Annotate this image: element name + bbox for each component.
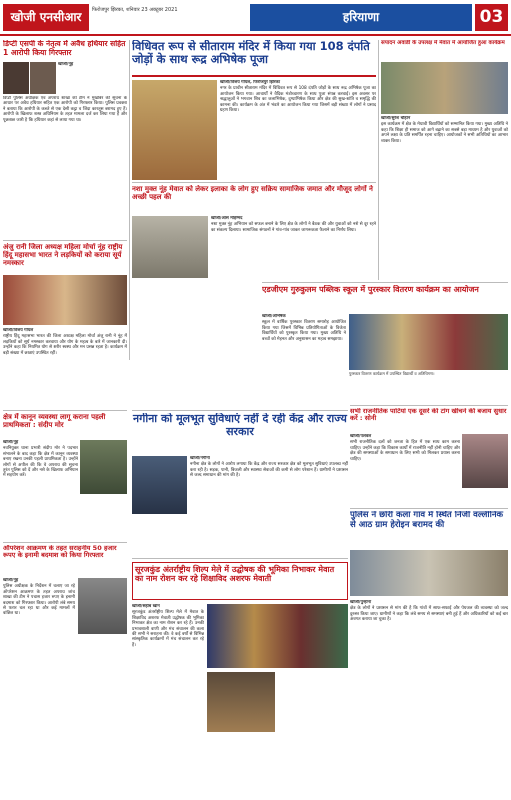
byline-drug: खोजी/आस मोहम्मद [211,216,243,221]
divider [3,542,127,543]
text-operation-cont [78,636,127,796]
headline-gurukul: एडजीएम गुरुकुलम पब्लिक स्कूल में पुरस्कार वितरण कार्यक्रम का आयोजन [262,285,479,294]
article-anju-head [3,243,127,273]
text-arrest: डिप्टी पुलिस अधीक्षक एवं अपराध शाखा की टीम ने मुखबिर की सूचना के आधार पर अवैध हथियार सहित एक आरोपी को गिरफ्तार किया। पुलिस प्रवक्ता ने बताया कि आरोपी के कब्जे से एक देसी कट्टा व जिंदा कारतूस बरामद हुए हैं। आरोपी के खिलाफ शस्त्र अधिनियम के तहत मामला दर्ज कर लिया गया है और पूछताछ जारी है कि हथियार कहां से लाया गया था। [3,96,127,123]
byline-arrest: खोजी/नूंह [58,62,74,67]
article-gurukul-head [262,285,508,311]
dateline: फिरोजपुर झिरका, शनिवार 23 अक्टूबर 2021 [92,7,178,13]
divider [132,410,348,411]
text-right-bottom [350,600,508,796]
body-operation: पुलिस अधीक्षक के निर्देशन में चलाए जा रहे ऑपरेशन आक्रमण के तहत अपराध जांच शाखा की टीम ने पचास हजार रुपए के इनामी बदमाश को गिरफ्तार किया। आरोपी लंबे समय से फरार चल रहा था और कई मामलों में वांछित था। [3,584,75,617]
divider [350,405,508,406]
byline-surajkund: खोजी/सहाब खान [132,604,160,609]
body-anju: राष्ट्रीय हिंदू महासभा भारत की जिला अध्यक्ष महिला मोर्चा अंजु रानी ने नूंह में लड़कियों को सूर्य नमस्कार करवाया और योग के महत्व के बारे में जानकारी दी। उन्होंने कहा कि नियमित योग से शरीर स्वस्थ और मन प्रसन्न रहता है। कार्यक्रम में बड़ी संख्या में छात्राएं उपस्थित रहीं। [3,334,127,356]
byline-anju: खोजी/विजय गोयल [3,328,34,333]
photo-surya-namaskar [3,275,127,325]
divider [3,410,127,411]
byline-temple: खोजी/विजय गोयल, फिरोजपुर झिरका [220,80,280,85]
body-nagina: नगीना क्षेत्र के लोगों ने आरोप लगाया कि केंद्र और राज्य सरकार क्षेत्र को मूलभूत सुविधाएं उपलब्ध नहीं करा रही है। सड़क, पानी, बिजली और स्वास्थ्य सेवाओं की कमी से लोग परेशान हैं। ग्रामीणों ने प्रशासन से जल्द समाधान की मांग की है। [190,462,348,479]
photo-gurukul-award [349,314,508,370]
column-rule [378,40,379,280]
article-operation-head [3,545,127,575]
headline-drug: नशा मुक्त नूंह मेवात को लेकर इलाका के लोग हुए सक्रिय सामाजिक जमात और मौजूद लोगों ने अच्छी पहल की [132,185,373,202]
byline-scholarship: खोजी/सुरेश चौहान [381,116,411,121]
newspaper-brand: खोजी एनसीआर [3,4,89,31]
photo-scholarship [381,62,508,114]
photo-nagina-person [132,456,187,514]
photo-soni [462,434,508,488]
divider [350,508,508,509]
text-scholarship [381,116,508,280]
headline-law: क्षेत्र में कानून व्यवस्था लागू कराना पहली प्राथमिकता : संदीप मोर [3,413,106,430]
byline-nagina: खोजी/नगीना [190,456,210,461]
text-temple [220,80,376,180]
body-drug: नशा मुक्त नूंह अभियान को सफल बनाने के लिए क्षेत्र के लोगों ने बैठक की और युवाओं को नशे से दूर रहने का संकल्प दिलाया। सामाजिक संगठनों ने गांव-गांव जाकर जागरूकता फैलाने का निर्णय लिया। [211,222,376,233]
photo-accused-operation [78,578,127,634]
divider [262,282,508,283]
article-sulabh-head [350,408,508,432]
headline-police: पुलिस ने छोरी कलां गांव में स्थित निजी वल्लीनिक से आठ ग्राम हेरोइन बरामद की [350,511,504,530]
divider [3,240,127,241]
page-number: 03 [475,4,508,31]
article-temple-head [132,40,376,74]
body-sulabh: सभी राजनीतिक दलों को जनता के हित में एक साथ काम करना चाहिए। उन्होंने कहा कि विकास कार्यों में राजनीति नहीं होनी चाहिए और क्षेत्र की समस्याओं के समाधान के लिए सभी को मिलकर प्रयास करना चाहिए। [350,440,460,462]
caption-gurukul: पुरस्कार वितरण कार्यक्रम में उपस्थित विद्यार्थी व अतिथिगण। [349,371,435,376]
headline-arrest: डिप्टी एसपी के नेतृत्व में अवैध हथियार सहित 1 आरोपी किया गिरफ्तार [3,40,126,57]
text-surajkund-cont [278,672,348,796]
headline-scholarship: संपादन अवार्डी के उपलक्ष में मेवात में आयोजित हुआ कार्यक्रम [381,40,505,46]
masthead [0,0,511,36]
article-law-head [3,413,127,437]
divider [132,182,376,183]
text-gurukul [262,314,346,406]
photo-sandeep-mor [80,440,127,494]
column-rule [129,40,130,360]
photo-temple-puja [132,80,217,180]
body-temple: नगर के प्राचीन सीताराम मंदिर में विधिवत रूप से 108 दंपति जोड़ों के साथ रूद्र अभिषेक पूजा का आयोजन किया गया। आचार्यों ने वैदिक मंत्रोच्चारण के साथ पूजा संपन्न करवाई। इस अवसर पर श्रद्धालुओं ने भगवान शिव का जलाभिषेक, दुग्धाभिषेक किया और क्षेत्र की सुख-शांति व समृद्धि की कामना की। कार्यक्रम के अंत में भंडारे का आयोजन किया गया जिसमें बड़ी संख्या में लोगों ने प्रसाद ग्रहण किया। [220,86,376,114]
photo-surajkund-mela [207,604,348,668]
photo-drug-meeting [132,216,208,278]
byline-right-bottom: खोजी/पुन्हाना [350,600,372,605]
photo-clinic [350,550,508,596]
section-title: हरियाणा [250,4,472,31]
body-right-bottom: क्षेत्र के लोगों ने प्रशासन से मांग की है कि गांवों में साफ-सफाई और पेयजल की व्यवस्था को जल्द दुरुस्त किया जाए। ग्रामीणों ने कहा कि लंबे समय से समस्याएं बनी हुई हैं और अधिकारियों को कई बार अवगत कराया जा चुका है। [350,606,508,623]
article-surajkund-head [132,562,348,600]
article-nagina-head [132,413,348,453]
article-drug-head [132,185,376,213]
byline-law: खोजी/नूंह [3,440,19,445]
body-surajkund: सूरजकुंड अंतर्राष्ट्रीय शिल्प मेले में मेवात के शिक्षाविद अशरफ मेवाती उद्घोषक की भूमिका निभाकर क्षेत्र का नाम रोशन कर रहे हैं। उनकी प्रभावशाली वाणी और मंच संचालन की कला की सभी ने सराहना की। वे कई वर्षों से विभिन्न सांस्कृतिक कार्यक्रमों में मंच संचालन कर रहे हैं। [132,610,204,648]
body-gurukul: स्कूल में वार्षिक पुरस्कार वितरण समारोह आयोजित किया गया जिसमें विभिन्न प्रतियोगिताओं के विजेता विद्यार्थियों को पुरस्कृत किया गया। मुख्य अतिथि ने बच्चों को मेहनत और अनुशासन का महत्व समझाया। [262,320,346,342]
article-scholarship-head [381,40,508,62]
divider [132,558,348,559]
text-surajkund [132,604,204,796]
byline-sulabh: खोजी/पलवल [350,434,372,439]
byline-operation: खोजी/नूंह [3,578,19,583]
text-operation [3,578,75,796]
text-law [3,440,78,540]
text-arrest-intro [58,62,128,94]
headline-anju: अंजु रानी जिला अध्यक्ष महिला मोर्चा नूंह राष्ट्रीय हिंदू महासभा भारत ने लड़कियों को कराया सूर्य नमस्कार [3,243,123,268]
photo-ashraf-mewati [207,672,275,732]
article-police-head [350,511,508,547]
text-sulabh [350,434,460,504]
divider [132,75,376,77]
byline-gurukul: खोजी/अभिषेक [262,314,286,319]
text-anju [3,328,127,408]
headline-nagina: नगीना को मूलभूत सुविधाएं नहीं दे रही केंद्र और राज्य सरकार [133,413,347,438]
photo-accused [3,62,29,94]
body-scholarship: इस कार्यक्रम में क्षेत्र के मेधावी विद्यार्थियों को सम्मानित किया गया। मुख्य अतिथि ने कहा कि शिक्षा ही समाज को आगे बढ़ाने का सबसे बड़ा माध्यम है और युवाओं को अपने लक्ष्य के प्रति समर्पित रहना चाहिए। आयोजकों ने सभी अतिथियों का आभार व्यक्त किया। [381,122,508,144]
photo-officer [30,62,56,94]
headline-sulabh: सभी राजनीतिक पार्टियां एक दूसरे की टांग खींचने की बजाय सुधार करें : सोनी [350,408,507,423]
headline-temple: विधिवत रूप से सीताराम मंदिर में किया गया 108 दंपति जोड़ों के साथ रूद्र अभिषेक पूजा [132,40,370,67]
headline-operation: ऑपरेशन आक्रमण के तहत सराहनीय 50 हजार रूपए के इनामी बदमाश को किया गिरफ्तार [3,545,117,560]
body-law: नवनियुक्त थाना प्रभारी संदीप मोर ने पदभार संभालने के बाद कहा कि क्षेत्र में कानून व्यवस्था बनाए रखना उनकी पहली प्राथमिकता है। उन्होंने लोगों से अपील की कि वे अपराध की सूचना तुरंत पुलिस को दें और नशे के खिलाफ अभियान में सहयोग करें। [3,446,78,479]
headline-surajkund: सूरजकुंड अंतर्राष्ट्रीय शिल्प मेले में उद्घोषक की भूमिका निभाकर मेवात का नाम रोशन कर रहे शिक्षाविद अशरफ मेवाती [135,565,335,584]
text-nagina [190,456,348,556]
